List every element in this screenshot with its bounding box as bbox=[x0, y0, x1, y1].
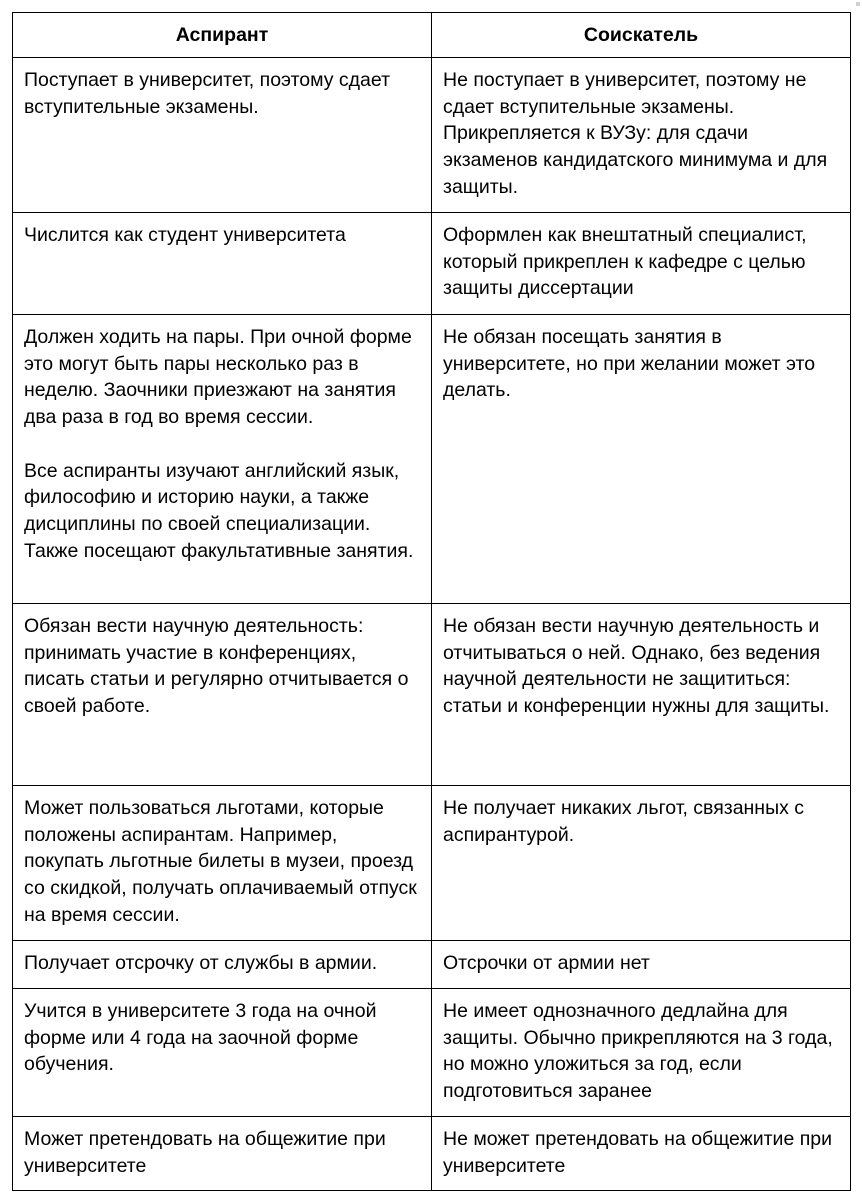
header-soiskatel: Соискатель bbox=[432, 13, 851, 58]
comparison-table bbox=[12, 12, 851, 1191]
cell-soiskatel bbox=[432, 58, 851, 213]
cell-aspirant bbox=[13, 604, 432, 786]
cell-text: Может претендовать на общежитие при университете bbox=[24, 1128, 386, 1177]
cell-soiskatel bbox=[432, 989, 851, 1117]
cell-soiskatel bbox=[432, 1117, 851, 1191]
cell-aspirant bbox=[13, 1117, 432, 1191]
table-row bbox=[13, 989, 851, 1117]
cell-text: Учится в университете 3 года на очной форме или 4 года на заочной форме обучения. bbox=[24, 1000, 377, 1076]
cell-text: Поступает в университет, поэтому сдает вступительные экзамены. bbox=[24, 69, 391, 118]
cell-soiskatel bbox=[432, 786, 851, 941]
cell-text: Оформлен как внештатный специалист, который прикреплен к кафедре с целью защиты диссертации bbox=[443, 224, 807, 300]
corner-mark bbox=[856, 2, 860, 6]
table-row bbox=[13, 604, 851, 786]
cell-text: Все аспиранты изучают английский язык, философию и историю науки, а также дисциплины по своей специализации. Также посещают факультативные занятия. bbox=[24, 459, 414, 562]
cell-text: Не обязан посещать занятия в университете, но при желании может это делать. bbox=[443, 326, 816, 402]
cell-text: Должен ходить на пары. При очной форме это могут быть пары несколько раз в неделю. Заочники приезжают на занятия два раза в год во время сессии. bbox=[24, 326, 412, 429]
cell-aspirant bbox=[13, 213, 432, 315]
table-row bbox=[13, 315, 851, 604]
cell-text: Обязан вести научную деятельность: принимать участие в конференциях, писать статьи и регулярно отчитывается о своей работе. bbox=[24, 615, 409, 718]
table-row bbox=[13, 58, 851, 213]
cell-aspirant bbox=[13, 941, 432, 989]
cell-text: Получает отсрочку от службы в армии. bbox=[24, 952, 378, 974]
cell-aspirant bbox=[13, 315, 432, 604]
header-aspirant: Аспирант bbox=[13, 13, 432, 58]
cell-aspirant bbox=[13, 58, 432, 213]
cell-text: Отсрочки от армии нет bbox=[443, 952, 650, 974]
cell-soiskatel bbox=[432, 604, 851, 786]
cell-text: Не может претендовать на общежитие при университете bbox=[443, 1128, 833, 1177]
cell-aspirant bbox=[13, 989, 432, 1117]
cell-text: Не поступает в университет, поэтому не сдает вступительные экзамены. Прикрепляется к ВУЗу: для сдачи экзаменов кандидатского минимума и для защиты. bbox=[443, 69, 828, 198]
cell-text: Не получает никаких льгот, связанных с аспирантурой. bbox=[443, 797, 805, 846]
cell-text: Может пользоваться льготами, которые положены аспирантам. Например, покупать льготные билеты в музеи, проезд со скидкой, получать оплачиваемый отпуск на время сессии. bbox=[24, 797, 417, 926]
table-row bbox=[13, 1117, 851, 1191]
cell-text: Числится как студент университета bbox=[24, 224, 346, 246]
cell-soiskatel bbox=[432, 315, 851, 604]
table-row bbox=[13, 941, 851, 989]
header-row bbox=[13, 13, 851, 58]
table-row bbox=[13, 213, 851, 315]
cell-soiskatel bbox=[432, 213, 851, 315]
table-row bbox=[13, 786, 851, 941]
cell-soiskatel bbox=[432, 941, 851, 989]
cell-aspirant bbox=[13, 786, 432, 941]
cell-text: Не обязан вести научную деятельность и отчитываться о ней. Однако, без ведения научной деятельности не защититься: статьи и конференции нужны для защиты. bbox=[443, 615, 830, 718]
cell-text: Не имеет однозначного дедлайна для защиты. Обычно прикрепляются на 3 года, но можно уложиться за год, если подготовиться заранее bbox=[443, 1000, 833, 1103]
